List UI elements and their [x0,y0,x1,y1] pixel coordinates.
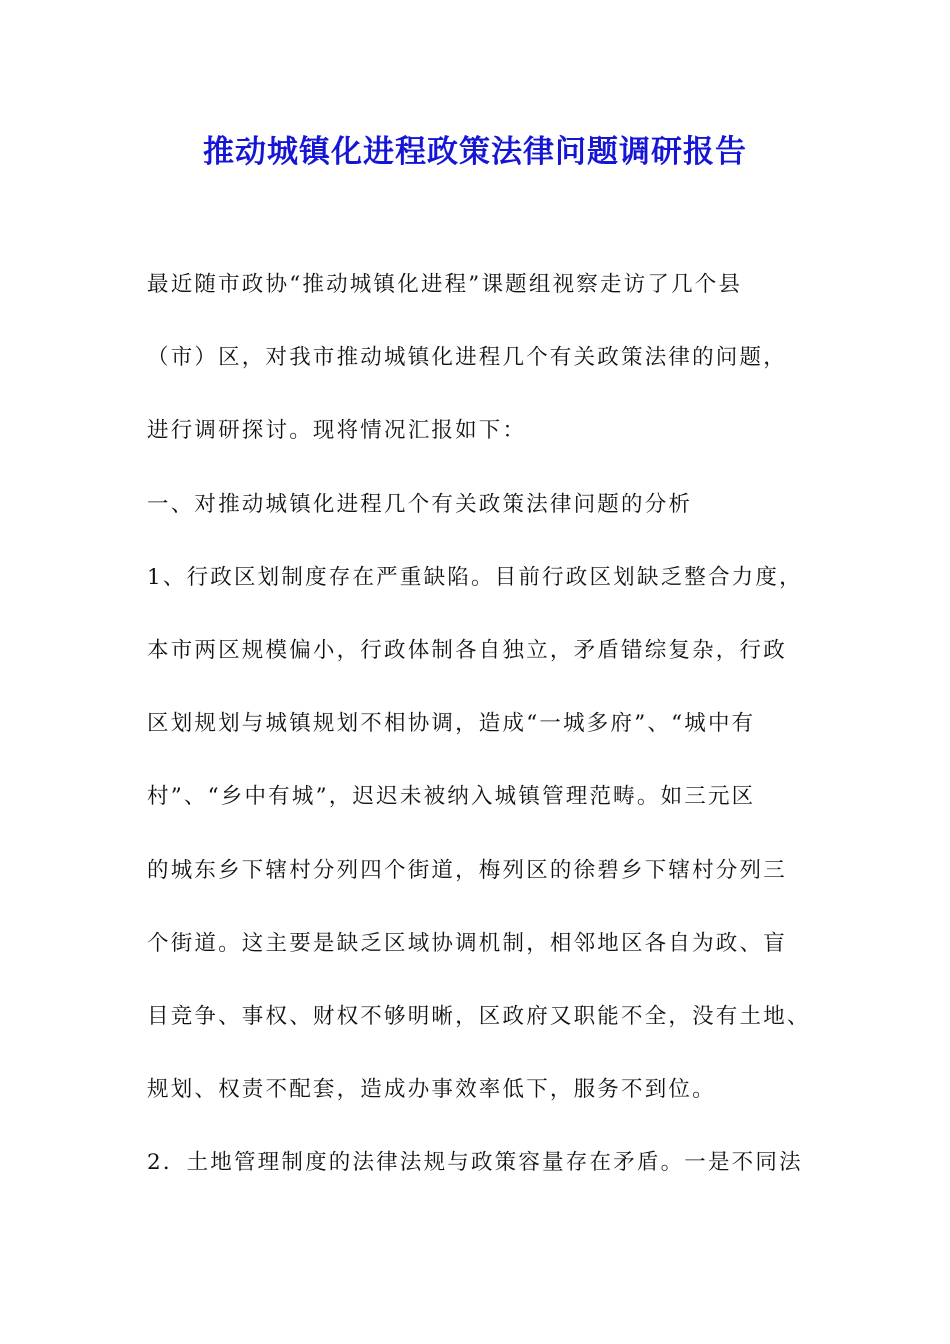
paragraph-line: （市）区，对我市推动城镇化进程几个有关政策法律的问题， [147,345,787,371]
document-title: 推动城镇化进程政策法律问题调研报告 [203,134,747,170]
paragraph-line: 进行调研探讨。现将情况汇报如下： [147,418,527,444]
section-heading: 一、对推动城镇化进程几个有关政策法律问题的分析 [147,491,693,517]
paragraph-line: 规划、权责不配套，造成办事效率低下，服务不到位。 [147,1077,716,1103]
paragraph-line: 2．土地管理制度的法律法规与政策容量存在矛盾。一是不同法 [147,1150,803,1176]
paragraph-line: 个街道。这主要是缺乏区域协调机制，相邻地区各自为政、盲 [147,930,787,956]
paragraph-line: 村”、“乡中有城”，迟迟未被纳入城镇管理范畴。如三元区 [147,784,756,810]
document-body [147,264,827,1215]
paragraph-line: 最近随市政协“推动城镇化进程”课题组视察走访了几个县 [147,272,743,297]
paragraph-line: 区划规划与城镇规划不相协调，造成“一城多府”、“城中有 [147,711,756,737]
paragraph-line: 1、行政区划制度存在严重缺陷。目前行政区划缺乏整合力度， [147,564,803,590]
paragraph-line: 的城东乡下辖村分列四个街道，梅列区的徐碧乡下辖村分列三 [147,857,787,883]
paragraph-line: 本市两区规模偏小，行政体制各自独立，矛盾错综复杂，行政 [147,637,787,663]
paragraph-line: 目竞争、事权、财权不够明晰，区政府又职能不全，没有土地、 [147,1003,811,1029]
